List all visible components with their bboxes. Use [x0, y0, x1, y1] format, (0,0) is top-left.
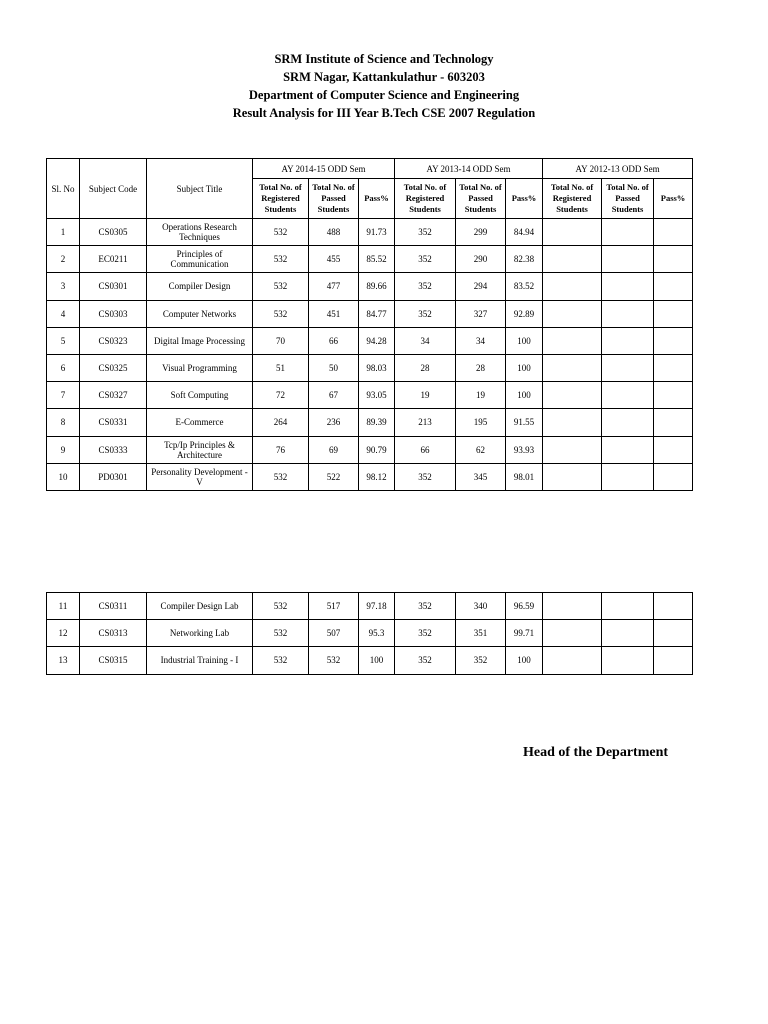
cell-passed: 455 — [309, 246, 359, 273]
cell-pass-percent: 84.94 — [506, 219, 543, 246]
cell-passed: 195 — [456, 409, 506, 436]
cell-pass-percent — [654, 620, 693, 647]
cell-passed: 507 — [309, 620, 359, 647]
cell-registered — [543, 327, 602, 354]
cell-sl-no: 2 — [47, 246, 80, 273]
table-row — [47, 436, 693, 463]
cell-passed — [602, 647, 654, 674]
header-subject-title: Subject Title — [147, 159, 253, 219]
cell-passed — [602, 300, 654, 327]
cell-registered: 352 — [395, 593, 456, 620]
header-registered: Total No. of Registered Students — [253, 179, 309, 219]
cell-passed: 66 — [309, 327, 359, 354]
cell-pass-percent: 93.05 — [359, 382, 395, 409]
header-pass-percent: Pass% — [654, 179, 693, 219]
cell-pass-percent — [654, 219, 693, 246]
cell-passed — [602, 463, 654, 490]
cell-passed — [602, 273, 654, 300]
cell-passed: 351 — [456, 620, 506, 647]
cell-pass-percent: 82.38 — [506, 246, 543, 273]
header-subject-code: Subject Code — [80, 159, 147, 219]
cell-passed: 299 — [456, 219, 506, 246]
cell-pass-percent: 90.79 — [359, 436, 395, 463]
cell-passed: 290 — [456, 246, 506, 273]
cell-subject-code: CS0327 — [80, 382, 147, 409]
cell-passed: 50 — [309, 354, 359, 381]
table-row — [47, 382, 693, 409]
cell-subject-code: CS0303 — [80, 300, 147, 327]
institute-name: SRM Institute of Science and Technology — [274, 52, 494, 66]
cell-subject-title: Soft Computing — [147, 382, 253, 409]
cell-registered: 213 — [395, 409, 456, 436]
table-row — [47, 300, 693, 327]
cell-subject-code: EC0211 — [80, 246, 147, 273]
cell-pass-percent: 89.39 — [359, 409, 395, 436]
cell-passed: 62 — [456, 436, 506, 463]
table-row — [47, 647, 693, 674]
cell-registered: 352 — [395, 246, 456, 273]
cell-passed — [602, 246, 654, 273]
header-passed: Total No. of Passed Students — [309, 179, 359, 219]
cell-registered: 34 — [395, 327, 456, 354]
lab-result-table-body — [47, 593, 693, 675]
lab-result-table — [46, 592, 693, 675]
cell-pass-percent: 97.18 — [359, 593, 395, 620]
cell-registered — [543, 354, 602, 381]
table-row — [47, 327, 693, 354]
cell-registered: 66 — [395, 436, 456, 463]
cell-registered — [543, 620, 602, 647]
cell-passed — [602, 620, 654, 647]
institute-address: SRM Nagar, Kattankulathur - 603203 — [283, 70, 485, 84]
cell-pass-percent: 100 — [359, 647, 395, 674]
cell-registered: 72 — [253, 382, 309, 409]
cell-registered: 532 — [253, 246, 309, 273]
cell-passed: 34 — [456, 327, 506, 354]
cell-pass-percent — [654, 409, 693, 436]
cell-registered: 352 — [395, 300, 456, 327]
cell-passed — [602, 382, 654, 409]
cell-passed — [602, 409, 654, 436]
cell-pass-percent — [654, 300, 693, 327]
cell-pass-percent: 98.03 — [359, 354, 395, 381]
cell-registered — [543, 436, 602, 463]
cell-pass-percent: 96.59 — [506, 593, 543, 620]
cell-registered: 532 — [253, 300, 309, 327]
cell-registered: 352 — [395, 620, 456, 647]
cell-passed — [602, 436, 654, 463]
cell-subject-code: CS0315 — [80, 647, 147, 674]
cell-pass-percent: 93.93 — [506, 436, 543, 463]
group-header-2013-14: AY 2013-14 ODD Sem — [395, 159, 543, 179]
cell-pass-percent: 99.71 — [506, 620, 543, 647]
cell-registered: 532 — [253, 219, 309, 246]
cell-passed: 522 — [309, 463, 359, 490]
table-row — [47, 620, 693, 647]
table-row — [47, 219, 693, 246]
cell-pass-percent — [654, 463, 693, 490]
cell-sl-no: 9 — [47, 436, 80, 463]
cell-passed — [602, 593, 654, 620]
cell-registered: 532 — [253, 647, 309, 674]
table-row — [47, 463, 693, 490]
cell-pass-percent: 95.3 — [359, 620, 395, 647]
header-pass-percent: Pass% — [359, 179, 395, 219]
cell-sl-no: 5 — [47, 327, 80, 354]
cell-sl-no: 13 — [47, 647, 80, 674]
cell-subject-code: CS0333 — [80, 436, 147, 463]
cell-pass-percent — [654, 647, 693, 674]
cell-registered — [543, 463, 602, 490]
cell-registered — [543, 409, 602, 436]
group-header-2012-13: AY 2012-13 ODD Sem — [543, 159, 693, 179]
cell-subject-code: CS0301 — [80, 273, 147, 300]
cell-registered — [543, 382, 602, 409]
cell-pass-percent — [654, 382, 693, 409]
report-title: Result Analysis for III Year B.Tech CSE 2007 Regulation — [232, 106, 536, 120]
cell-subject-title: E-Commerce — [147, 409, 253, 436]
cell-subject-code: PD0301 — [80, 463, 147, 490]
cell-subject-title: Tcp/Ip Principles & Architecture — [147, 436, 253, 463]
cell-subject-title: Digital Image Processing — [147, 327, 253, 354]
cell-passed: 236 — [309, 409, 359, 436]
cell-sl-no: 6 — [47, 354, 80, 381]
cell-subject-title: Personality Development - V — [147, 463, 253, 490]
cell-passed: 28 — [456, 354, 506, 381]
cell-passed: 532 — [309, 647, 359, 674]
cell-passed: 517 — [309, 593, 359, 620]
cell-pass-percent: 100 — [506, 647, 543, 674]
cell-subject-title: Computer Networks — [147, 300, 253, 327]
cell-pass-percent — [654, 327, 693, 354]
cell-subject-title: Industrial Training - I — [147, 647, 253, 674]
header-registered: Total No. of Registered Students — [543, 179, 602, 219]
document-heading — [0, 50, 768, 122]
cell-pass-percent: 85.52 — [359, 246, 395, 273]
cell-registered: 352 — [395, 647, 456, 674]
department-name: Department of Computer Science and Engineering — [248, 88, 520, 102]
cell-sl-no: 3 — [47, 273, 80, 300]
cell-sl-no: 7 — [47, 382, 80, 409]
cell-sl-no: 10 — [47, 463, 80, 490]
cell-pass-percent: 92.89 — [506, 300, 543, 327]
cell-sl-no: 1 — [47, 219, 80, 246]
cell-registered: 532 — [253, 273, 309, 300]
cell-passed: 69 — [309, 436, 359, 463]
table-row — [47, 409, 693, 436]
cell-pass-percent: 84.77 — [359, 300, 395, 327]
cell-pass-percent: 100 — [506, 354, 543, 381]
cell-pass-percent — [654, 273, 693, 300]
cell-pass-percent: 91.55 — [506, 409, 543, 436]
cell-subject-code: CS0325 — [80, 354, 147, 381]
cell-subject-title: Networking Lab — [147, 620, 253, 647]
cell-passed — [602, 354, 654, 381]
cell-subject-title: Visual Programming — [147, 354, 253, 381]
cell-passed: 451 — [309, 300, 359, 327]
cell-registered: 532 — [253, 620, 309, 647]
header-passed: Total No. of Passed Students — [602, 179, 654, 219]
cell-passed: 352 — [456, 647, 506, 674]
cell-registered — [543, 273, 602, 300]
cell-passed: 345 — [456, 463, 506, 490]
cell-registered: 70 — [253, 327, 309, 354]
cell-registered — [543, 300, 602, 327]
cell-registered: 532 — [253, 593, 309, 620]
cell-subject-code: CS0323 — [80, 327, 147, 354]
cell-subject-code: CS0331 — [80, 409, 147, 436]
table-row — [47, 246, 693, 273]
cell-subject-code: CS0311 — [80, 593, 147, 620]
cell-registered — [543, 219, 602, 246]
cell-subject-title: Principles of Communication — [147, 246, 253, 273]
cell-passed — [602, 219, 654, 246]
header-sl-no: Sl. No — [47, 159, 80, 219]
cell-subject-title: Compiler Design — [147, 273, 253, 300]
cell-passed: 294 — [456, 273, 506, 300]
header-pass-percent: Pass% — [506, 179, 543, 219]
cell-registered: 51 — [253, 354, 309, 381]
table-row — [47, 354, 693, 381]
cell-pass-percent: 98.12 — [359, 463, 395, 490]
cell-sl-no: 4 — [47, 300, 80, 327]
cell-passed: 67 — [309, 382, 359, 409]
cell-pass-percent: 100 — [506, 382, 543, 409]
cell-pass-percent — [654, 246, 693, 273]
cell-pass-percent: 89.66 — [359, 273, 395, 300]
cell-subject-code: CS0313 — [80, 620, 147, 647]
cell-passed: 340 — [456, 593, 506, 620]
cell-pass-percent: 98.01 — [506, 463, 543, 490]
cell-pass-percent: 83.52 — [506, 273, 543, 300]
cell-passed — [602, 327, 654, 354]
cell-pass-percent: 100 — [506, 327, 543, 354]
header-passed: Total No. of Passed Students — [456, 179, 506, 219]
result-table-body — [47, 219, 693, 491]
cell-passed: 477 — [309, 273, 359, 300]
cell-subject-title: Operations Research Techniques — [147, 219, 253, 246]
cell-passed: 327 — [456, 300, 506, 327]
signature-label: Head of the Department — [523, 745, 669, 760]
cell-pass-percent — [654, 593, 693, 620]
cell-subject-code: CS0305 — [80, 219, 147, 246]
cell-registered: 28 — [395, 354, 456, 381]
table-row — [47, 593, 693, 620]
cell-registered: 19 — [395, 382, 456, 409]
cell-subject-title: Compiler Design Lab — [147, 593, 253, 620]
cell-registered: 264 — [253, 409, 309, 436]
cell-passed: 19 — [456, 382, 506, 409]
cell-pass-percent — [654, 436, 693, 463]
cell-sl-no: 8 — [47, 409, 80, 436]
header-registered: Total No. of Registered Students — [395, 179, 456, 219]
cell-sl-no: 12 — [47, 620, 80, 647]
cell-pass-percent: 94.28 — [359, 327, 395, 354]
cell-registered: 352 — [395, 463, 456, 490]
cell-registered — [543, 246, 602, 273]
cell-registered — [543, 593, 602, 620]
cell-pass-percent — [654, 354, 693, 381]
cell-registered: 532 — [253, 463, 309, 490]
group-header-2014-15: AY 2014-15 ODD Sem — [253, 159, 395, 179]
cell-sl-no: 11 — [47, 593, 80, 620]
cell-registered: 352 — [395, 273, 456, 300]
table-row — [47, 273, 693, 300]
cell-registered: 76 — [253, 436, 309, 463]
cell-registered: 352 — [395, 219, 456, 246]
cell-registered — [543, 647, 602, 674]
result-table — [46, 158, 693, 491]
cell-pass-percent: 91.73 — [359, 219, 395, 246]
cell-passed: 488 — [309, 219, 359, 246]
